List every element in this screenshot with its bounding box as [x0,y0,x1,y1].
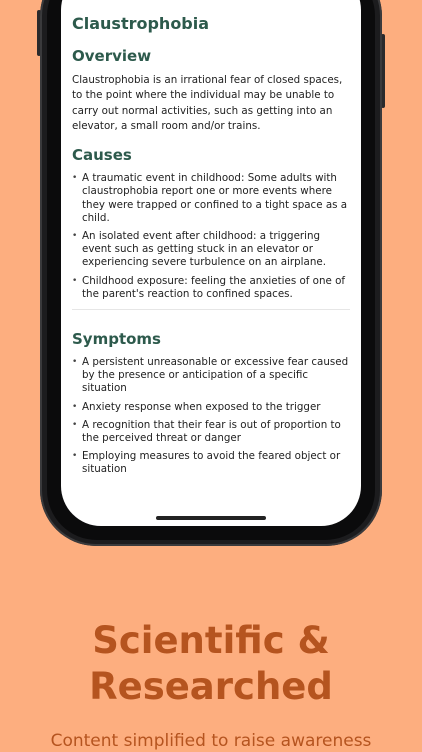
list-item: • A recognition that their fear is out of proportion to the perceived threat or danger [72,419,350,445]
list-item: • Childhood exposure: feeling the anxieties of one of the parent's reaction to confined spaces. [72,275,350,301]
promo-headline-line1: Scientific & [92,619,330,662]
list-item: • A traumatic event in childhood: Some adults with claustrophobia report one or more events where they were trapped or confined to a tight space as a child. [72,172,350,225]
list-item: • An isolated event after childhood: a triggering event such as getting stuck in an elevator or experiencing severe turbulence on an airplane. [72,230,350,270]
article-content[interactable] [72,14,350,482]
symptoms-list [72,356,350,477]
overview-heading: Overview [72,47,152,65]
phone-screen[interactable] [61,0,361,526]
list-item: • Anxiety response when exposed to the trigger [72,401,350,414]
section-divider [72,309,350,310]
list-item: • Employing measures to avoid the feared object or situation [72,450,350,476]
promo-headline-line2: Researched [89,665,333,708]
symptoms-heading: Symptoms [72,330,161,349]
home-indicator[interactable] [156,516,266,520]
overview-text: Claustrophobia is an irrational fear of closed spaces, to the point where the individual may be unable to carry out normal activities, such as getting into an elevator, a small room and/or trains. [72,74,343,132]
list-item: • A persistent unreasonable or excessive fear caused by the presence or anticipation of a specific situation [72,356,350,396]
promo-headline [0,618,422,710]
article-title: Claustrophobia [72,14,210,33]
causes-heading: Causes [72,146,132,165]
promo-subline: Content simplified to raise awareness [50,731,372,751]
causes-list [72,172,350,301]
